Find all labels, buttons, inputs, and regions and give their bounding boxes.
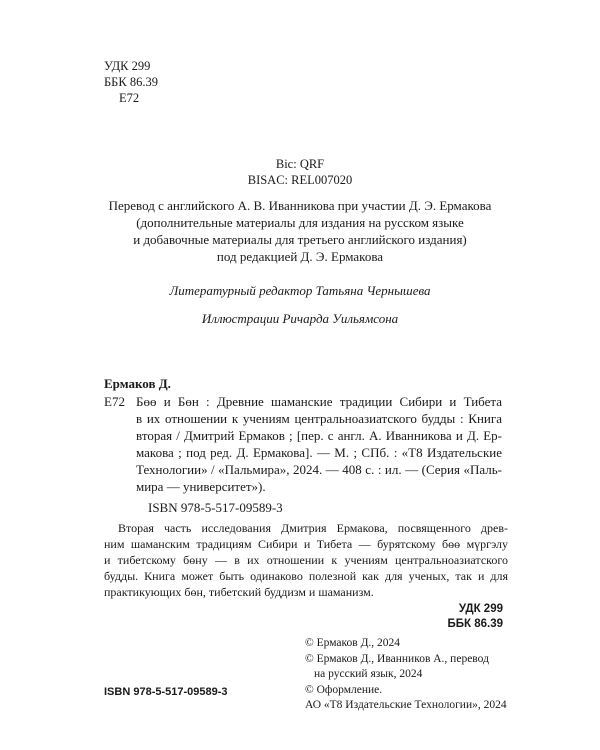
description-line: макова ; под ред. Д. Ермакова]. — М. ; СПб. : «Т8 Издательские	[136, 445, 502, 460]
copyright-line: на русский язык, 2024	[314, 668, 423, 680]
catalog-code: Е72	[104, 394, 125, 409]
bisac-code: BISAC: REL007020	[247, 172, 353, 187]
translation-credits	[0, 197, 600, 265]
copyright-block	[305, 636, 507, 714]
description-line: вторая / Дмитрий Ермаков ; [пер. с англ. А. Иванникова и Д. Ер-	[136, 428, 502, 443]
annotation	[104, 520, 508, 600]
bbk-right-code: ББК 86.39	[447, 618, 503, 630]
copyright-line: АО «Т8 Издательские Технологии», 2024	[305, 699, 507, 711]
copyright-line: © Ермаков Д., Иванников А., перевод	[305, 652, 489, 665]
udk-code: УДК 299	[104, 59, 151, 73]
annotation-line: ним шаманским традициям Сибири и Тибета — бурятскому бөө мүргэлу	[104, 537, 508, 551]
description-line: в их отношении к учениям центральноазиатского будды : Книга	[136, 411, 502, 426]
translation-line: Перевод с английского А. В. Иванникова при участии Д. Э. Ермакова	[108, 198, 492, 213]
annotation-line: и тибетскому бөну — в их отношении к учениям центральноазиатского	[104, 553, 508, 567]
catalog-description	[136, 393, 502, 495]
bic-code: Bic: QRF	[275, 157, 325, 171]
copyright-line: © Ермаков Д., 2024	[305, 637, 401, 649]
illustrations-credit: Иллюстрации Ричарда Уильямсона	[201, 311, 399, 326]
catalog-author: Ермаков Д.	[104, 376, 171, 391]
annotation-line: практикующих бөн, тибетский буддизм и шаманизм.	[104, 585, 374, 599]
description-line: Бөө и Бөн : Древние шаманские традиции Сибири и Тибета	[136, 394, 502, 409]
catalog-isbn: ISBN 978-5-517-09589-3	[148, 500, 283, 515]
bbk-code: ББК 86.39	[104, 75, 158, 89]
annotation-line: будды. Книга может быть одинаково полезной как для ученых, так и для	[104, 569, 508, 583]
annotation-line: Вторая часть исследования Дмитрия Ермакова, посвященного древ-	[118, 521, 508, 535]
translation-line: (дополнительные материалы для издания на русском языке	[136, 215, 464, 230]
bic-block	[0, 157, 600, 188]
description-line: мира — университет»).	[136, 479, 266, 494]
copyright-line: © Оформление.	[305, 683, 383, 696]
bottom-isbn: ISBN 978-5-517-09589-3	[104, 686, 228, 698]
translation-line: под редакцией Д. Э. Ермакова	[216, 249, 384, 264]
udk-right-block	[400, 602, 503, 632]
translation-line: и добавочные материалы для третьего английского издания)	[133, 232, 467, 247]
udk-right-code: УДК 299	[458, 603, 503, 615]
literary-editor: Литературный редактор Татьяна Чернышева	[169, 283, 431, 298]
description-line: Технологии» / «Пальмира», 2024. — 408 с. : ил. — (Серия «Паль-	[136, 462, 502, 477]
udk-block	[104, 58, 158, 106]
author-mark: Е72	[119, 91, 140, 105]
